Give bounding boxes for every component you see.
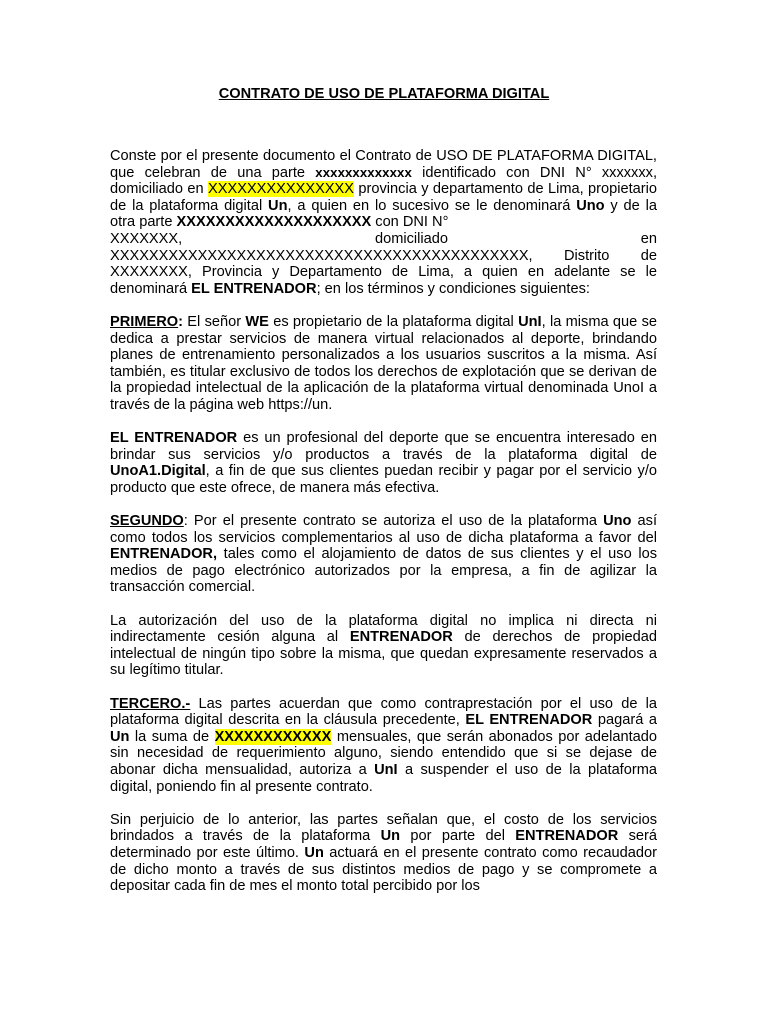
document-body bbox=[110, 148, 657, 911]
bold-term: EL ENTRENADOR bbox=[110, 430, 238, 447]
bold-term: ENTRENADOR bbox=[515, 828, 619, 845]
bold-term: Uno bbox=[576, 197, 605, 214]
bold-term: ENTRENADOR bbox=[349, 629, 453, 646]
clause-heading-colon: : bbox=[178, 313, 183, 330]
text-run: Distrito bbox=[563, 247, 610, 264]
bold-term: Un bbox=[380, 828, 401, 845]
text-run: pagará a bbox=[592, 712, 657, 729]
bold-term: Uno bbox=[603, 513, 632, 530]
spread-line bbox=[110, 231, 657, 248]
paragraph-intro bbox=[110, 148, 657, 297]
text-run: El señor bbox=[182, 313, 246, 330]
text-run: en bbox=[640, 230, 657, 247]
text-run: domiciliado bbox=[374, 230, 448, 247]
bold-term: Un bbox=[304, 844, 324, 861]
text-run: y de la otra parte bbox=[110, 197, 657, 231]
text-run: : Por el presente contrato se autoriza el uso de la plataforma bbox=[183, 513, 604, 530]
clause-segundo bbox=[110, 513, 657, 596]
text-run: a suspender el uso de la plataforma digital, poniendo fin al presente contrato. bbox=[110, 761, 657, 795]
bold-term: Un bbox=[110, 728, 130, 745]
text-run: así como todos los servicios complementarios al uso de dicha plataforma a favor del bbox=[110, 513, 657, 546]
text-run: XXXXXXX, bbox=[110, 230, 183, 247]
placeholder-name: xxxxxxxxxxxxx bbox=[315, 164, 412, 180]
bold-term: UnoA1.Digital bbox=[110, 463, 206, 480]
highlighted-placeholder-address: XXXXXXXXXXXXXXX bbox=[208, 181, 355, 198]
text-run: la suma de bbox=[129, 728, 215, 745]
placeholder-other-party: XXXXXXXXXXXXXXXXXXXX bbox=[176, 214, 372, 231]
document-title: CONTRATO DE USO DE PLATAFORMA DIGITAL bbox=[218, 86, 550, 102]
text-run: provincia y departamento de Lima, propietario de la plataforma digital bbox=[110, 181, 657, 214]
text-run: por parte del bbox=[400, 828, 516, 845]
text-run: es propietario de la plataforma digital bbox=[268, 313, 519, 330]
text-run: tales como el alojamiento de datos de sus clientes y el uso los medios de pago electrónico autorizados por la empresa, a fin de agilizar la transacción comercial. bbox=[110, 546, 657, 596]
paragraph-autorizacion bbox=[110, 613, 657, 679]
clause-heading: SEGUNDO bbox=[110, 513, 184, 530]
text-run: , a fin de que sus clientes puedan recibir y pagar por el servicio y/o producto que este ofrece, de manera más efectiva. bbox=[110, 463, 657, 496]
text-run: de derechos de propiedad intelectual de ningún tipo sobre la misma, que quedan expresamente reservados a su legítimo titular. bbox=[110, 629, 658, 679]
text-run: con DNI N° bbox=[371, 214, 449, 231]
text-run: identificado con DNI N° xxxxxxx, domiciliado en bbox=[110, 164, 658, 198]
bold-term: Un bbox=[268, 197, 288, 214]
bold-term: UnI bbox=[374, 761, 398, 778]
clause-heading: TERCERO.- bbox=[110, 695, 191, 712]
text-run: La autorización del uso de la plataforma digital no implica ni directa ni indirectamente cesión alguna al bbox=[110, 612, 657, 646]
paragraph-entrenador bbox=[110, 430, 657, 496]
clause-heading: PRIMERO bbox=[110, 313, 179, 330]
bold-term: WE bbox=[245, 313, 269, 330]
paragraph-sin-perjuicio bbox=[110, 812, 657, 895]
text-run: mensuales, que serán abonados por adelantado sin necesidad de requerimiento alguno, siendo entendido que si se dejase de abonar dicha mensualidad, autoriza a bbox=[110, 728, 657, 778]
text-run: XXXXXXXXXXXXXXXXXXXXXXXXXXXXXXXXXXXXXXXXXXX, bbox=[110, 247, 533, 264]
bold-term: ENTRENADOR, bbox=[110, 546, 218, 563]
clause-primero bbox=[110, 314, 657, 414]
text-run: Conste por el presente documento el Contrato de USO DE PLATAFORMA DIGITAL, que celebran de una parte bbox=[110, 148, 657, 181]
bold-term: EL ENTRENADOR bbox=[191, 280, 317, 297]
text-run: será determinado por este último. bbox=[110, 828, 658, 861]
clause-tercero bbox=[110, 696, 657, 796]
text-run: , a quien en lo sucesivo se le denominará bbox=[287, 197, 577, 214]
text-run: XXXXXXXX, Provincia y Departamento de Lima, a quien en adelante se le denominará bbox=[110, 264, 657, 297]
spread-line bbox=[110, 248, 657, 265]
bold-term: UnI bbox=[518, 313, 542, 330]
text-run: ; en los términos y condiciones siguientes: bbox=[316, 280, 590, 297]
text-run: es un profesional del deporte que se encuentra interesado en brindar sus servicios y/o productos a través de la plataforma digital de bbox=[110, 430, 657, 463]
text-run: de bbox=[640, 247, 657, 264]
highlighted-placeholder-amount: XXXXXXXXXXXX bbox=[214, 728, 332, 745]
text-run: , la misma que se dedica a prestar servicios de manera virtual relacionados al deporte, brindando planes de entrenamiento personalizados a los usuarios suscritos a la misma. Así también, es titular exclusivo de todos los derechos de explotación que se derivan de la propiedad intelectual de la aplicación de la plataforma virtual denominada UnoI a través de la página web https://un. bbox=[110, 313, 657, 413]
text-run: actuará en el presente contrato como recaudador de dicho monto a través de sus distintos medios de pago y se compromete a depositar cada fin de mes el monto total percibido por los bbox=[110, 844, 657, 895]
text-run: Las partes acuerdan que como contraprestación por el uso de la plataforma digital descrita en la cláusula precedente, bbox=[110, 695, 657, 729]
bold-term: EL ENTRENADOR bbox=[465, 712, 593, 729]
text-run: Sin perjuicio de lo anterior, las partes señalan que, el costo de los servicios brindados a través de la plataforma bbox=[110, 811, 657, 845]
